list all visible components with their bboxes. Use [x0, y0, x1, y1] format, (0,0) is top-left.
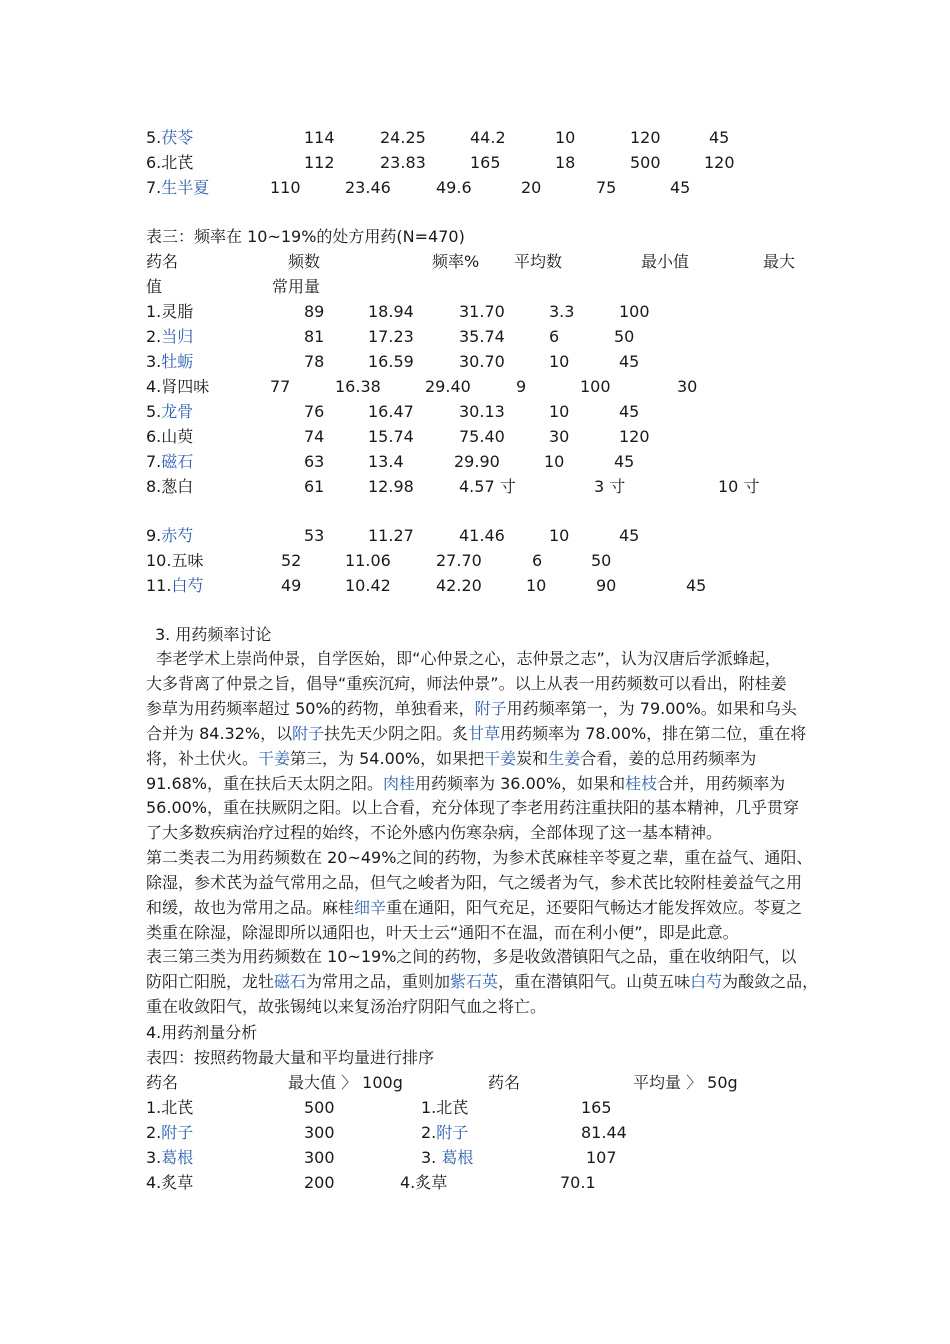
table-cell: 100: [580, 377, 611, 396]
drug-link[interactable]: 甘草: [468, 723, 501, 743]
text-run: 为常用之品，重则加: [306, 971, 451, 991]
text-run: 合看，姜的总用药频率为: [580, 748, 757, 768]
drug-link[interactable]: 葛根: [441, 1148, 474, 1167]
table-cell: 15.74: [368, 427, 414, 446]
table-cell: 9: [516, 377, 527, 396]
text-run: 56.00%，重在扶厥阴之阳。以上合看，充分体现了李老用药注重扶阳的基本精神，几乎贯穿: [146, 798, 800, 818]
column-header: 最大值 〉 100g: [288, 1073, 403, 1092]
text-line: [146, 647, 814, 672]
column-header: 药名: [146, 1073, 179, 1092]
row-number: 4.: [146, 377, 162, 396]
drug-link[interactable]: 生半夏: [161, 178, 210, 197]
table-cell: 11.27: [368, 526, 414, 545]
row-number: 2.: [146, 327, 162, 346]
text-line: [146, 871, 814, 896]
text-run: 将，补土伏火。: [146, 748, 259, 768]
table-cell: 10 寸: [718, 477, 760, 496]
table-cell: [421, 1120, 468, 1145]
row-number: 11.: [146, 576, 172, 595]
drug-link[interactable]: 当归: [161, 327, 194, 346]
text-run: 91.68%，重在扶后天太阴之阳。: [146, 773, 384, 793]
table-cell: 10: [544, 452, 565, 471]
text-line: [146, 945, 814, 970]
table-cell: 24.25: [380, 128, 426, 147]
text-run: 炭和: [516, 748, 549, 768]
text-run: 重在通阳，阳气充足，还要阳气畅达才能发挥效应。苓夏之: [386, 897, 803, 917]
table-cell: 30.13: [459, 402, 505, 421]
text-line: [146, 722, 814, 747]
column-header: 平均量 〉 50g: [633, 1073, 738, 1092]
table-cell: 78: [304, 352, 325, 371]
drug-name: 山萸: [161, 427, 194, 446]
table-cell: 45: [619, 352, 640, 371]
table-cell: 35.74: [459, 327, 505, 346]
row-number: 8.: [146, 477, 162, 496]
table-cell: 30: [549, 427, 570, 446]
column-header: 药名: [488, 1073, 521, 1092]
table-cell: [146, 1145, 193, 1170]
table-cell: 18.94: [368, 302, 414, 321]
text-run: 了大多数疾病治疗过程的始终，不论外感内伤寒杂病，全部体现了这一基本精神。: [146, 823, 723, 843]
drug-name-cell: [146, 449, 193, 474]
table-cell: 90: [596, 576, 617, 595]
table-cell: 77: [270, 377, 291, 396]
text-line: [146, 747, 814, 772]
text-run: 107: [586, 1148, 617, 1167]
text-run: 200: [304, 1173, 335, 1192]
text-line: [146, 846, 814, 871]
text-run: 用药频率为 36.00%，如果和: [415, 773, 626, 793]
text-run: 500: [304, 1098, 335, 1117]
drug-name-cell: [146, 548, 203, 573]
column-header: 值: [146, 277, 163, 296]
drug-name-cell: [146, 299, 193, 324]
text-line: [146, 821, 814, 846]
text-run: 李老学术上崇尚仲景，自学医始，即“心仲景之心，志仲景之志”，认为汉唐后学派蜂起，: [146, 649, 781, 668]
table-cell: [304, 1145, 335, 1170]
table-cell: 45: [619, 402, 640, 421]
drug-link[interactable]: 附子: [474, 698, 507, 718]
table-cell: [560, 1170, 596, 1195]
text-run: 除湿，参术芪为益气常用之品，但气之峻者为阳，气之缓者为气，参术芪比较附桂姜益气之用: [146, 872, 803, 892]
table-cell: 12.98: [368, 477, 414, 496]
table-cell: 120: [630, 128, 661, 147]
row-number: 10.: [146, 551, 172, 570]
table-cell: 49.6: [436, 178, 472, 197]
table-cell: 10: [549, 402, 570, 421]
table-cell: 45: [614, 452, 635, 471]
drug-link[interactable]: 磁石: [274, 971, 307, 991]
table-cell: 10: [555, 128, 576, 147]
table-cell: 18: [555, 153, 576, 172]
row-number: 1.: [146, 302, 162, 321]
column-header: 药名: [146, 252, 179, 271]
drug-name: 五味: [171, 551, 204, 570]
table-cell: 23.83: [380, 153, 426, 172]
table-cell: [581, 1095, 612, 1120]
drug-name: 肾四味: [161, 377, 210, 396]
text-line: [146, 995, 814, 1020]
table-cell: [146, 1120, 193, 1145]
text-run: 3.: [146, 1148, 162, 1167]
table-cell: 10.42: [345, 576, 391, 595]
row-number: 9.: [146, 526, 162, 545]
drug-name: 灵脂: [161, 302, 194, 321]
row-number: 7.: [146, 178, 162, 197]
column-header: 最小值: [641, 252, 690, 271]
section3-heading: 3. 用药频率讨论: [155, 625, 272, 644]
table-cell: 30.70: [459, 352, 505, 371]
drug-link[interactable]: 白芍: [690, 971, 723, 991]
table-cell: 165: [470, 153, 501, 172]
text-run: 300: [304, 1123, 335, 1142]
table-cell: 112: [304, 153, 335, 172]
drug-link[interactable]: 白芍: [171, 576, 204, 595]
text-run: 用药频率第一，为 79.00%。如果和乌头: [506, 698, 797, 718]
table-cell: 53: [304, 526, 325, 545]
text-run: 防阳亡阳脱，龙牡: [146, 971, 275, 991]
table-cell: 16.47: [368, 402, 414, 421]
table-cell: 75: [596, 178, 617, 197]
table-cell: 4.57 寸: [459, 477, 516, 496]
drug-link[interactable]: 牡蛎: [161, 352, 194, 371]
text-run: 70.1: [560, 1173, 596, 1192]
table-cell: 29.40: [425, 377, 471, 396]
text-run: 重在收敛阳气，故张锡纯以来复汤治疗阴阳气血之将亡。: [146, 996, 547, 1016]
table-cell: 11.06: [345, 551, 391, 570]
table-cell: 41.46: [459, 526, 505, 545]
table-cell: [586, 1145, 617, 1170]
drug-link[interactable]: 龙骨: [161, 402, 194, 421]
table-cell: 31.70: [459, 302, 505, 321]
drug-name-cell: [146, 349, 193, 374]
text-run: 1.北芪: [146, 1098, 194, 1117]
drug-name-cell: [146, 175, 209, 200]
text-run: 扶先天少阴之阳。炙: [324, 723, 469, 743]
drug-name-cell: [146, 125, 193, 150]
table-cell: 114: [304, 128, 335, 147]
text-run: 4.炙草: [146, 1173, 194, 1192]
drug-name: 北芪: [161, 153, 194, 172]
table-cell: 10: [526, 576, 547, 595]
text-run: 和缓，故也为常用之品。麻桂: [146, 897, 355, 917]
table-cell: 61: [304, 477, 325, 496]
drug-name-cell: [146, 424, 193, 449]
drug-link[interactable]: 附子: [436, 1123, 469, 1142]
drug-name-cell: [146, 374, 209, 399]
text-run: 3.: [421, 1148, 442, 1167]
table-cell: 120: [704, 153, 735, 172]
drug-link[interactable]: 干姜: [258, 748, 291, 768]
table-cell: 45: [709, 128, 730, 147]
text-run: 4.炙草: [400, 1173, 448, 1192]
drug-name-cell: [146, 399, 193, 424]
text-run: 81.44: [581, 1123, 627, 1142]
text-line: [146, 796, 814, 821]
row-number: 6.: [146, 153, 162, 172]
table-cell: 500: [630, 153, 661, 172]
table-cell: [304, 1120, 335, 1145]
text-line: [146, 896, 814, 921]
drug-link[interactable]: 桂枝: [625, 773, 658, 793]
table-cell: 42.20: [436, 576, 482, 595]
text-run: 第三，为 54.00%，如果把: [290, 748, 485, 768]
text-run: 合并为 84.32%，以: [146, 723, 293, 743]
table-cell: 63: [304, 452, 325, 471]
text-run: 165: [581, 1098, 612, 1117]
text-run: 表三第三类为用药频数在 10~19%之间的药物，多是收敛潜镇阳气之品，重在收纳阳气，以: [146, 947, 797, 966]
text-run: 大多背离了仲景之旨，倡导“重疾沉疴，师法仲景”。以上从表一用药频数可以看出，附桂姜: [146, 673, 787, 693]
table-cell: 76: [304, 402, 325, 421]
text-line: [146, 772, 814, 797]
table-cell: [421, 1145, 473, 1170]
drug-link[interactable]: 细辛: [354, 897, 387, 917]
table-cell: 29.90: [454, 452, 500, 471]
table-cell: [304, 1170, 335, 1195]
table-cell: 6: [549, 327, 560, 346]
drug-link[interactable]: 干姜: [484, 748, 517, 768]
column-header: 常用量: [272, 277, 321, 296]
table-cell: 10: [549, 352, 570, 371]
paragraph-1: [146, 647, 814, 846]
table-cell: 49: [281, 576, 302, 595]
text-run: 第二类表二为用药频数在 20~49%之间的药物，为参术芪麻桂辛苓夏之辈，重在益气、通阳、: [146, 848, 813, 867]
table-cell: 44.2: [470, 128, 506, 147]
column-header: 频率%: [432, 252, 480, 271]
table-cell: 30: [677, 377, 698, 396]
table-cell: [304, 1095, 335, 1120]
row-number: 5.: [146, 128, 162, 147]
column-header: 平均数: [514, 252, 563, 271]
drug-link[interactable]: 紫石英: [450, 971, 499, 991]
text-run: 参草为用药频率超过 50%的药物，单独看来，: [146, 698, 475, 718]
table4-title: 表四：按照药物最大量和平均量进行排序: [146, 1048, 435, 1067]
drug-name: 葱白: [161, 477, 194, 496]
table-cell: 13.4: [368, 452, 404, 471]
drug-link[interactable]: 茯苓: [161, 128, 194, 147]
drug-link[interactable]: 磁石: [161, 452, 194, 471]
text-line: [146, 697, 814, 722]
drug-link[interactable]: 附子: [292, 723, 325, 743]
column-header: 频数: [288, 252, 321, 271]
section4-heading: 4.用药剂量分析: [146, 1023, 258, 1042]
table-cell: [400, 1170, 447, 1195]
table-cell: 50: [591, 551, 612, 570]
text-run: ，重在潜镇阳气。山萸五味: [498, 971, 691, 991]
table-cell: 45: [670, 178, 691, 197]
table-cell: 3.3: [549, 302, 575, 321]
table-cell: 27.70: [436, 551, 482, 570]
text-run: 2.: [421, 1123, 437, 1142]
drug-link[interactable]: 附子: [161, 1123, 194, 1142]
drug-link[interactable]: 肉桂: [383, 773, 416, 793]
text-run: 类重在除湿，除湿即所以通阳也，叶天士云“通阳不在温，而在利小便”，即是此意。: [146, 922, 739, 942]
text-run: 合并，用药频率为: [657, 773, 786, 793]
table-cell: [581, 1120, 627, 1145]
table-cell: 23.46: [345, 178, 391, 197]
row-number: 5.: [146, 402, 162, 421]
text-line: [146, 672, 814, 697]
text-line: [146, 970, 819, 995]
table-cell: 52: [281, 551, 302, 570]
table3-title: 表三：频率在 10~19%的处方用药(N=470): [146, 227, 465, 246]
table-cell: 17.23: [368, 327, 414, 346]
table-cell: 110: [270, 178, 301, 197]
table-cell: 20: [521, 178, 542, 197]
drug-link[interactable]: 生姜: [548, 748, 581, 768]
text-line: [146, 921, 814, 946]
column-header: 最大: [763, 252, 796, 271]
table-cell: 50: [614, 327, 635, 346]
table-cell: 16.38: [335, 377, 381, 396]
drug-name-cell: [146, 523, 193, 548]
drug-link[interactable]: 葛根: [161, 1148, 194, 1167]
table-cell: 100: [619, 302, 650, 321]
text-run: 1.北芪: [421, 1098, 469, 1117]
table-cell: [146, 1170, 193, 1195]
table-cell: 10: [549, 526, 570, 545]
text-run: 2.: [146, 1123, 162, 1142]
table-cell: 74: [304, 427, 325, 446]
text-run: 300: [304, 1148, 335, 1167]
drug-link[interactable]: 赤芍: [161, 526, 194, 545]
table-cell: 120: [619, 427, 650, 446]
text-run: 为酸敛之品，: [722, 971, 819, 991]
table-cell: [421, 1095, 468, 1120]
table-cell: 89: [304, 302, 325, 321]
table-cell: 16.59: [368, 352, 414, 371]
table-cell: 75.40: [459, 427, 505, 446]
table-cell: 45: [686, 576, 707, 595]
row-number: 7.: [146, 452, 162, 471]
paragraph-2: [146, 846, 814, 946]
table-cell: 45: [619, 526, 640, 545]
drug-name-cell: [146, 324, 193, 349]
row-number: 6.: [146, 427, 162, 446]
table-cell: 81: [304, 327, 325, 346]
drug-name-cell: [146, 474, 193, 499]
table-cell: 6: [532, 551, 543, 570]
table-cell: [146, 1095, 193, 1120]
row-number: 3.: [146, 352, 162, 371]
table-cell: 3 寸: [594, 477, 626, 496]
drug-name-cell: [146, 573, 203, 598]
drug-name-cell: [146, 150, 193, 175]
paragraph-3: [146, 945, 819, 1020]
text-run: 用药频率为 78.00%，排在第二位，重在将: [500, 723, 807, 743]
